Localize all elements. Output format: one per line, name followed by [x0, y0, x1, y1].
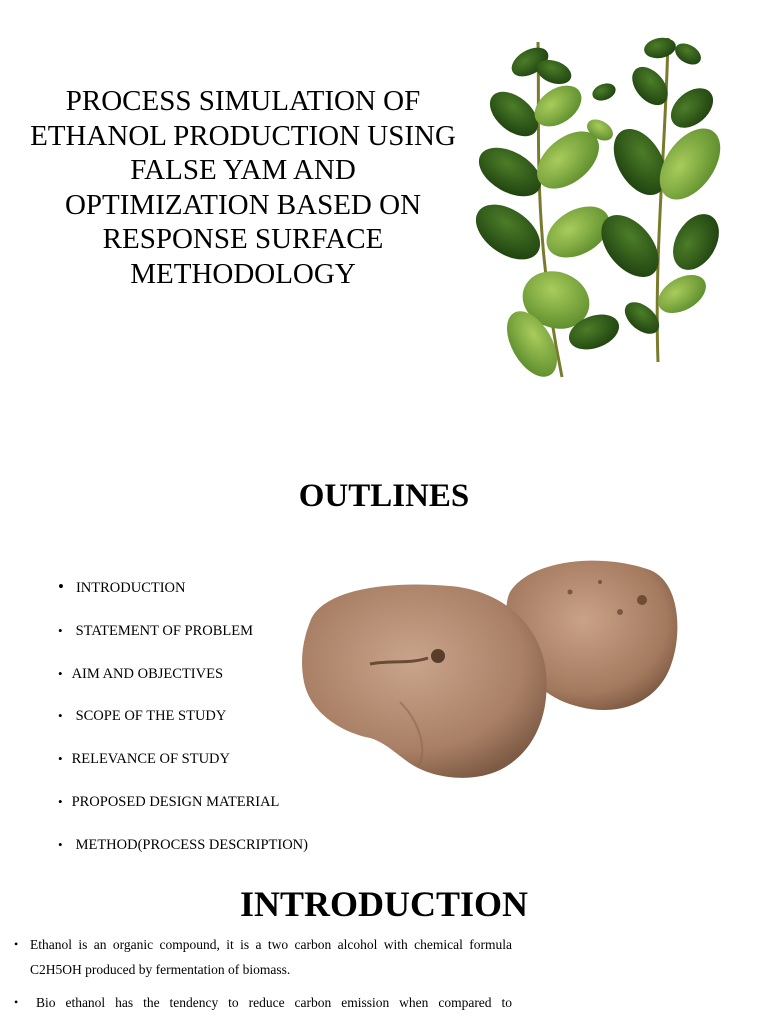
outline-item: [58, 793, 279, 811]
intro-paragraph: [14, 932, 512, 982]
bullet-icon: •: [58, 837, 63, 852]
bullet-icon: •: [58, 623, 63, 638]
outline-item: [58, 707, 226, 725]
slide-title: PROCESS SIMULATION OF ETHANOL PRODUCTION USING FALSE YAM AND OPTIMIZATION BASED ON RESPONSE SURFACE METHODOLOGY: [30, 85, 456, 290]
outline-item: [58, 665, 223, 683]
bullet-icon: •: [14, 937, 19, 951]
introduction-heading: INTRODUCTION: [239, 884, 529, 924]
intro-paragraph: [14, 990, 512, 1015]
outline-item-label: INTRODUCTION: [75, 580, 186, 596]
bullet-icon: •: [58, 751, 63, 766]
outlines-heading: OUTLINES: [298, 478, 470, 514]
intro-paragraph-text: Ethanol is an organic compound, it is a two carbon alcohol with chemical formula C2H5OH produced by fermentation of biomass.: [30, 937, 512, 977]
outline-item: [58, 750, 230, 768]
outline-item-label: STATEMENT OF PROBLEM: [75, 623, 253, 639]
bullet-icon: •: [58, 708, 63, 723]
outline-item-label: METHOD(PROCESS DESCRIPTION): [75, 837, 308, 853]
intro-paragraph-text: Bio ethanol has the tendency to reduce carbon emission when compared to: [36, 995, 512, 1010]
bullet-icon: •: [58, 794, 63, 809]
outline-item: [58, 836, 308, 854]
outline-item: [58, 578, 186, 597]
bullet-icon: •: [14, 995, 19, 1009]
bullet-icon: •: [58, 577, 64, 596]
false-yam-leaves-image: [470, 32, 730, 384]
outline-item-label: AIM AND OBJECTIVES: [71, 666, 224, 682]
outline-item-label: RELEVANCE OF STUDY: [71, 751, 231, 767]
bullet-icon: •: [58, 666, 63, 681]
outline-item-label: SCOPE OF THE STUDY: [75, 708, 227, 724]
outline-item: [58, 622, 253, 640]
false-yam-tubers-image: [300, 552, 680, 782]
outline-item-label: PROPOSED DESIGN MATERIAL: [71, 794, 280, 810]
